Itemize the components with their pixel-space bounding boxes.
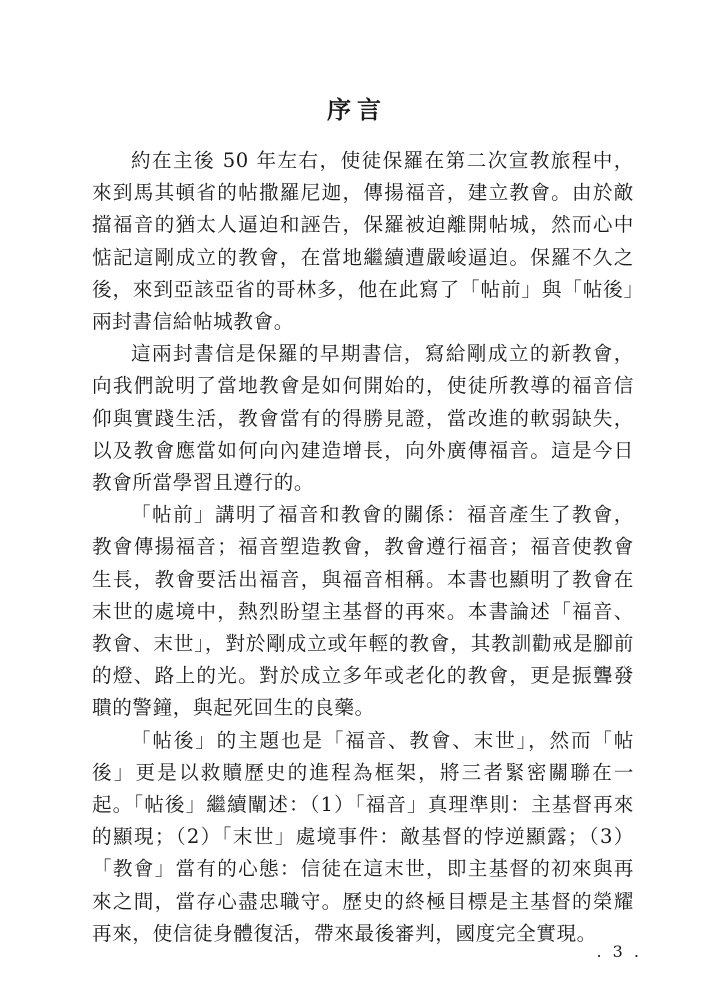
page-number: . 3 . (596, 942, 642, 961)
paragraph-3: 「帖前」講明了福音和教會的關係：福音產生了教會，教會傳揚福音；福音塑造教會，教會遵行福音；福音使教會生長，教會要活出福音，與福音相稱。本書也顯明了教會在末世的處境中，熱烈盼望主基督的再來。本書論述「福音、教會、末世」，對於剛成立或年輕的教會，其教訓勸戒是腳前的燈、路上的光。對於成立多年或老化的教會，更是振聾發聵的警鐘，與起死回生的良藥。 (92, 503, 634, 720)
paragraph-1: 約在主後 50 年左右，使徒保羅在第二次宣教旅程中，來到馬其頓省的帖撒羅尼迦，傳揚福音，建立教會。由於敵擋福音的猶太人逼迫和誣告，保羅被迫離開帖城，然而心中惦記這剛成立的教會，在當地繼續遭嚴峻逼迫。保羅不久之後，來到亞該亞省的哥林多，他在此寫了「帖前」與「帖後」兩封書信給帖城教會。 (92, 149, 634, 334)
body-text (92, 145, 634, 950)
paragraph-2: 這兩封書信是保羅的早期書信，寫給剛成立的新教會，向我們說明了當地教會是如何開始的，使徒所教導的福音信仰與實踐生活，教會當有的得勝見證，當改進的軟弱缺失，以及教會應當如何向內建造增長，向外廣傳福音。這是今日教會所當學習且遵行的。 (92, 342, 634, 495)
paragraph-4: 「帖後」的主題也是「福音、教會、末世」，然而「帖後」更是以救贖歷史的進程為框架，將三者緊密關聯在一起。「帖後」繼續闡述：（1）「福音」真理準則：主基督再來的顯現；（2）「末世」處境事件：敵基督的悖逆顯露；（3）「教會」當有的心態：信徒在這末世，即主基督的初來與再來之間，當存心盡忠職守。歷史的終極目標是主基督的榮耀再來，使信徒身體復活，帶來最後審判，國度完全實現。 (92, 728, 634, 945)
page-title: 序言 (327, 96, 387, 124)
